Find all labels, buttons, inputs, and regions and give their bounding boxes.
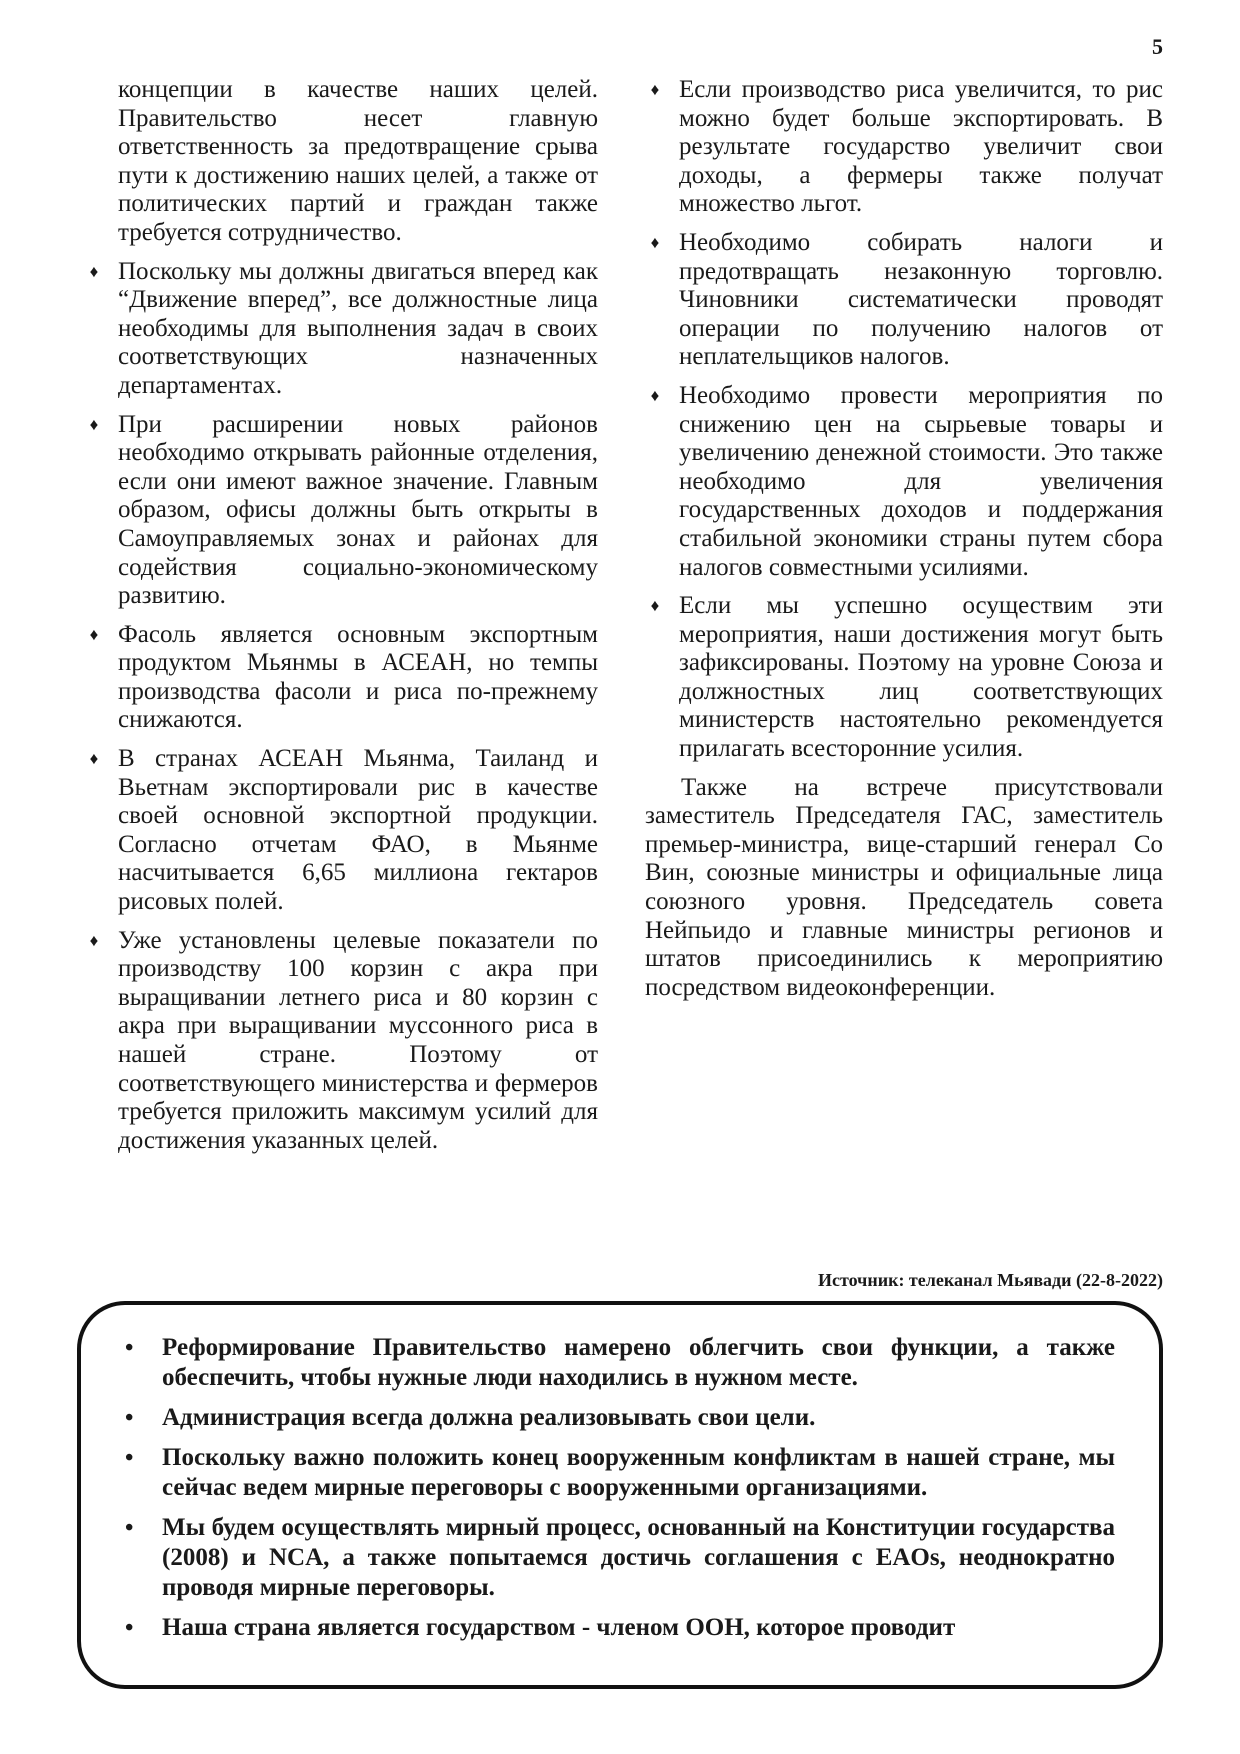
box-list-item — [119, 1443, 1115, 1503]
box-list-item-text: Реформирование Правительство намерено облегчить свои функции, а также обеспечить, чтобы нужные люди находились в нужном месте. — [162, 1334, 1115, 1391]
list-item-text: Фасоль является основным экспортным продуктом Мьянмы в АСЕАН, но темпы производства фасоли и риса по-прежнему снижаются. — [118, 620, 598, 734]
list-item-text: Необходимо провести мероприятия по снижению цен на сырьевые товары и увеличению денежной стоимости. Это также необходимо для увеличения государственных доходов и поддержания стабильной экономики страны путем сбора налогов совместными усилиями. — [679, 381, 1163, 581]
list-item-text: Необходимо собирать налоги и предотвращать незаконную торговлю. Чиновники систематически проводят операции по получению налогов от неплательщиков налогов. — [679, 228, 1163, 371]
round-bullet-icon: • — [125, 1335, 134, 1361]
box-list-item-text: Администрация всегда должна реализовывать свои цели. — [162, 1404, 816, 1431]
round-bullet-icon: • — [125, 1405, 134, 1431]
list-item-text: Уже установлены целевые показатели по производству 100 корзин с акра при выращивании летнего риса и 80 корзин с акра при выращивании муссонного риса в нашей стране. Поэтому от соответствующего министерства и фермеров требуется приложить максимум усилий для достижения указанных целей. — [118, 926, 598, 1154]
box-list-item — [119, 1613, 1115, 1643]
continuation-text: концепции в качестве наших целей. Правительство несет главную ответственность за предотвращение срыва пути к достижению наших целей, а также от политических партий и граждан также требуется сотрудничество. — [118, 76, 598, 246]
source-citation: Источник: телеканал Мьявади (22-8-2022) — [818, 1270, 1163, 1290]
diamond-bullet-icon: ♦ — [89, 749, 99, 769]
round-bullet-icon: • — [125, 1515, 134, 1541]
list-item — [645, 382, 1163, 582]
list-item — [645, 592, 1163, 764]
diamond-bullet-icon: ♦ — [89, 414, 99, 434]
list-item — [84, 411, 598, 611]
list-item-text: При расширении новых районов необходимо открывать районные отделения, если они имеют важное значение. Главным образом, офисы должны быть открыты в Самоуправляемых зонах и районах для содействия социально-экономическому развитию. — [118, 410, 598, 610]
diamond-bullet-icon: ♦ — [89, 261, 99, 281]
list-item — [84, 927, 598, 1156]
list-item-text: Если производство риса увеличится, то рис можно будет больше экспортировать. В результате государство увеличит свои доходы, а фермеры также получат множество льгот. — [679, 76, 1163, 218]
diamond-bullet-icon: ♦ — [650, 80, 660, 99]
page-number: 5 — [1152, 34, 1163, 59]
box-list-item — [119, 1403, 1115, 1433]
diamond-bullet-icon: ♦ — [650, 596, 660, 616]
list-item — [84, 258, 598, 401]
diamond-bullet-icon: ♦ — [650, 232, 660, 252]
list-item — [84, 621, 598, 735]
list-item — [84, 745, 598, 917]
list-item — [645, 76, 1163, 219]
list-item-text: Если мы успешно осуществим эти мероприятия, наши достижения могут быть зафиксированы. Поэтому на уровне Союза и должностных лиц соответствующих министерств настоятельно рекомендуется прилагать всесторонние усилия. — [679, 592, 1163, 763]
box-list-item-text: Поскольку важно положить конец вооруженным конфликтам в нашей стране, мы сейчас ведем мирные переговоры с вооруженными организациями. — [162, 1444, 1115, 1501]
list-item — [645, 229, 1163, 372]
list-item-text: В странах АСЕАН Мьянма, Таиланд и Вьетнам экспортировали рис в качестве своей основной экспортной продукции. Согласно отчетам ФАО, в Мьянме насчитывается 6,65 миллиона гектаров рисовых полей. — [118, 745, 598, 916]
box-list-item-text: Наша страна является государством - членом ООН, которое проводит — [162, 1614, 956, 1641]
box-list-item — [119, 1513, 1115, 1603]
right-column — [645, 76, 1163, 1002]
diamond-bullet-icon: ♦ — [650, 385, 660, 405]
meeting-paragraph: Также на встрече присутствовали заместитель Председателя ГАС, заместитель премьер-министра, вице-старший генерал Со Вин, союзные министры и официальные лица союзного уровня. Председатель совета Нейпьидо и главные министры регионов и штатов присоединились к мероприятию посредством видеоконференции. — [645, 773, 1163, 1001]
diamond-bullet-icon: ♦ — [89, 624, 99, 644]
highlight-box — [77, 1301, 1163, 1689]
list-item-text: Поскольку мы должны двигаться вперед как “Движение вперед”, все должностные лица необходимы для выполнения задач в своих соответствующих назначенных департаментах. — [118, 257, 598, 399]
box-list-item-text: Мы будем осуществлять мирный процесс, основанный на Конституции государства (2008) и NCA, а также попытаемся достичь соглашения с EAOs, неоднократно проводя мирные переговоры. — [162, 1514, 1115, 1601]
round-bullet-icon: • — [125, 1615, 134, 1641]
diamond-bullet-icon: ♦ — [89, 930, 99, 950]
left-column — [84, 76, 598, 1165]
box-list-item — [119, 1333, 1115, 1393]
round-bullet-icon: • — [125, 1445, 134, 1471]
